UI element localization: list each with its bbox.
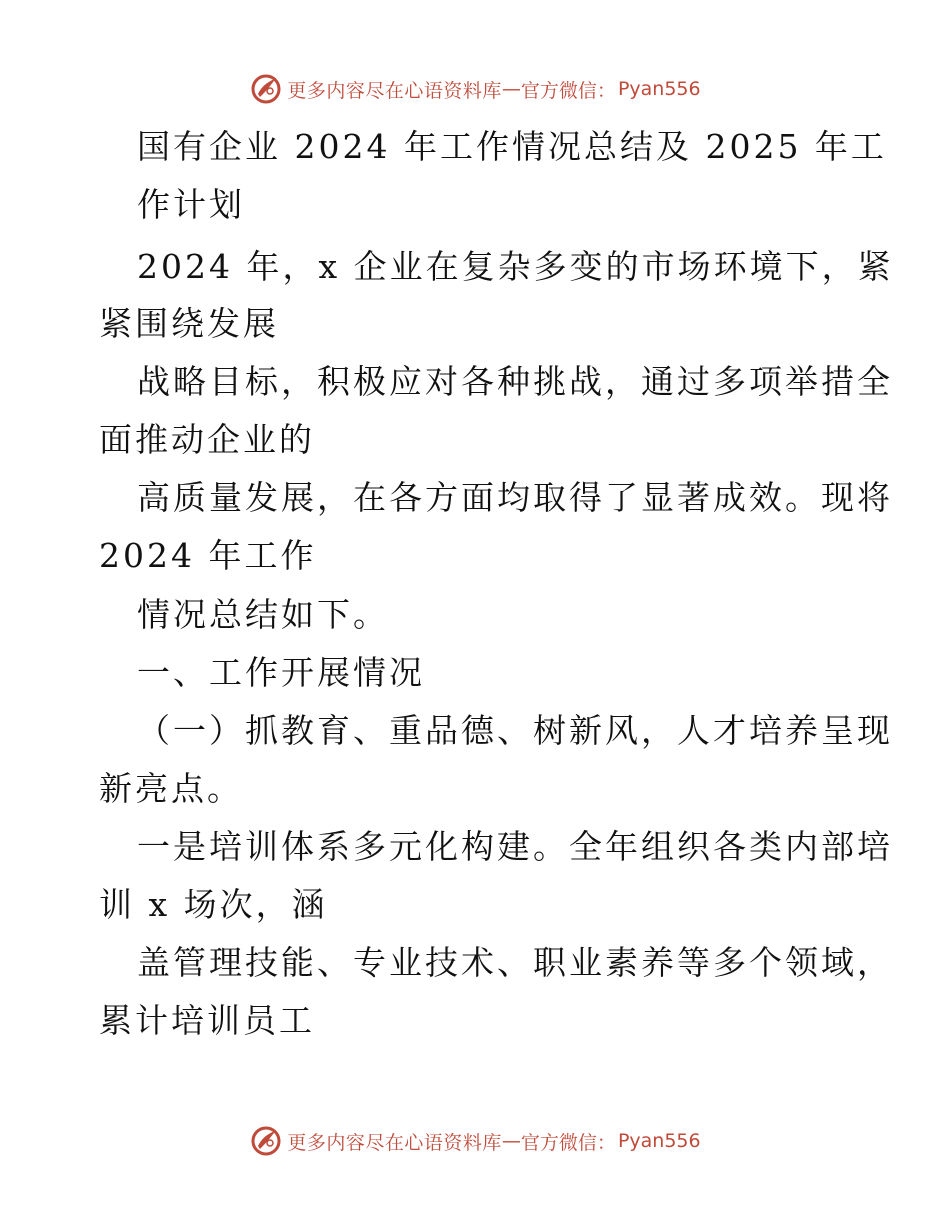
red-brush-logo-icon xyxy=(249,1124,283,1158)
doc-section-heading: 一、工作开展情况 xyxy=(137,653,425,692)
watermark-header xyxy=(0,72,950,106)
doc-title-line-1: 国有企业 2024 年工作情况总结及 2025 年工 xyxy=(137,127,887,166)
doc-paragraph-line: 2024 年，x 企业在复杂多变的市场环境下，紧 xyxy=(137,247,894,286)
doc-paragraph-line: 情况总结如下。 xyxy=(137,595,389,634)
doc-paragraph-line: 面推动企业的 xyxy=(99,420,315,459)
doc-paragraph-line: 累计培训员工 xyxy=(99,1001,315,1040)
red-brush-logo-icon xyxy=(249,72,283,106)
watermark-footer xyxy=(0,1124,950,1158)
watermark-dash: — xyxy=(501,78,521,100)
doc-paragraph-line: 训 x 场次，涵 xyxy=(99,885,328,924)
doc-paragraph-line: 一是培训体系多元化构建。全年组织各类内部培 xyxy=(137,827,893,866)
watermark-text: 更多内容尽在心语资料库 xyxy=(287,79,502,102)
watermark-wechat-id: Pyan556 xyxy=(617,78,701,100)
doc-paragraph-line: 高质量发展，在各方面均取得了显著成效。现将 xyxy=(137,478,893,517)
doc-subsection-heading: 新亮点。 xyxy=(99,769,243,808)
doc-paragraph-line: 战略目标，积极应对各种挑战，通过多项举措全 xyxy=(137,362,893,401)
watermark-wechat-label: 官方微信： xyxy=(520,79,616,102)
doc-paragraph-line: 紧围绕发展 xyxy=(99,304,279,343)
watermark-text: 更多内容尽在心语资料库 xyxy=(287,1131,502,1154)
watermark-wechat-label: 官方微信： xyxy=(520,1131,616,1154)
doc-paragraph-line: 2024 年工作 xyxy=(99,536,317,575)
doc-title-line-2: 作计划 xyxy=(137,185,245,224)
doc-paragraph-line: 盖管理技能、专业技术、职业素养等多个领域， xyxy=(137,943,893,982)
watermark-dash: — xyxy=(501,1130,521,1152)
watermark-wechat-id: Pyan556 xyxy=(617,1130,701,1152)
doc-subsection-heading: （一）抓教育、重品德、树新风，人才培养呈现 xyxy=(137,711,893,750)
